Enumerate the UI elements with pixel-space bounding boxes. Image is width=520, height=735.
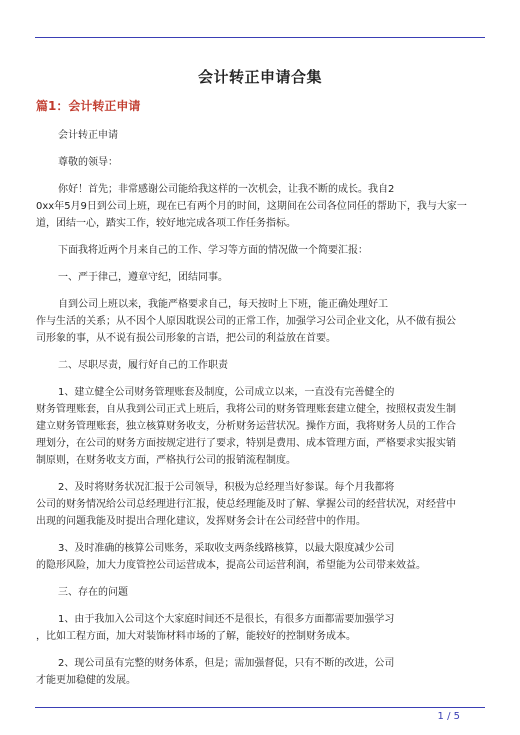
paragraph-line: 2、现公司虽有完整的财务体系，但是；需加强督促，只有不断的改进，公司 — [58, 658, 395, 669]
top-rule — [35, 37, 485, 38]
document-body — [36, 127, 484, 699]
paragraph — [36, 384, 484, 469]
section-heading: 篇1：会计转正申请 — [36, 99, 141, 113]
paragraph — [36, 611, 484, 645]
paragraph-line: 道，团结一心，踏实工作，较好地完成各项工作任务指标。 — [36, 218, 296, 229]
paragraph-line: 1、建立健全公司财务管理账套及制度，公司成立以来，一直没有完善健全的 — [58, 387, 395, 398]
paragraph — [36, 242, 484, 259]
paragraph-line: 三、存在的问题 — [58, 587, 128, 598]
paragraph-line: 尊敬的领导： — [58, 157, 118, 168]
paragraph — [36, 127, 484, 144]
paragraph — [36, 357, 484, 374]
paragraph-line: 财务管理账套，自从我到公司正式上班后，我将公司的财务管理账套建立健全，按照权责发生制 — [36, 404, 456, 415]
paragraph-line: 司形象的事，从不说有损公司形象的言语，把公司的利益放在首要。 — [36, 333, 336, 344]
paragraph-line: 下面我将近两个月来自己的工作、学习等方面的情况做一个简要汇报： — [58, 245, 368, 256]
paragraph-line: 一、严于律己，遵章守纪，团结同事。 — [58, 272, 228, 283]
paragraph-line: 的隐形风险，加大力度管控公司运营成本，提高公司运营利润，希望能为公司带来效益。 — [36, 560, 426, 571]
paragraph-line: 1、由于我加入公司这个大家庭时间还不是很长，有很多方面都需要加强学习 — [58, 614, 395, 625]
paragraph — [36, 269, 484, 286]
paragraph — [36, 296, 484, 347]
paragraph-line: 出现的问题我能及时提出合理化建议，发挥财务会计在公司经营中的作用。 — [36, 516, 366, 527]
paragraph-line: 自到公司上班以来，我能严格要求自己，每天按时上下班，能正确处理好工 — [58, 299, 388, 310]
paragraph-line: 作与生活的关系；从不因个人原因耽误公司的正常工作，加强学习公司企业文化，从不做有损公 — [36, 316, 456, 327]
paragraph-line: 建立财务管理账套，独立核算财务收支，分析财务运营状况。操作方面，我将财务人员的工作合 — [36, 421, 456, 432]
page-number: 1 / 5 — [437, 711, 460, 722]
paragraph — [36, 655, 484, 689]
bottom-rule — [35, 707, 485, 708]
paragraph — [36, 540, 484, 574]
paragraph-line: 公司的财务情况给公司总经理进行汇报，使总经理能及时了解、掌握公司的经营状况，对经营中 — [36, 499, 456, 510]
paragraph-line: 理划分，在公司的财务方面按规定进行了要求，特别是费用、成本管理方面，严格要求实报实销 — [36, 438, 456, 449]
paragraph-line: ，比如工程方面，加大对装饰材料市场的了解，能较好的控制财务成本。 — [36, 631, 356, 642]
paragraph-line: 3、及时准确的核算公司账务，采取收支两条线路核算，以最大限度减少公司 — [58, 543, 395, 554]
paragraph-line: 二、尽职尽责，履行好自己的工作职责 — [58, 360, 228, 371]
document-title: 会计转正申请合集 — [197, 68, 322, 86]
paragraph-line: 制原则，在财务收支方面，严格执行公司的报销流程制度。 — [36, 455, 296, 466]
paragraph — [36, 479, 484, 530]
paragraph-line: 才能更加稳健的发展。 — [36, 675, 136, 686]
paragraph — [36, 154, 484, 171]
paragraph-line: 会计转正申请 — [58, 130, 118, 141]
paragraph-line: 你好！首先；非常感谢公司能给我这样的一次机会，让我不断的成长。我自2 — [58, 184, 395, 195]
paragraph — [36, 584, 484, 601]
paragraph-line: 0xx年5月9日到公司上班，现在已有两个月的时间，这期间在公司各位同任的帮助下，我与大家一 — [36, 201, 467, 212]
paragraph-line: 2、及时将财务状况汇报于公司领导，积极为总经理当好参谋。每个月我都将 — [58, 482, 395, 493]
paragraph — [36, 181, 484, 232]
